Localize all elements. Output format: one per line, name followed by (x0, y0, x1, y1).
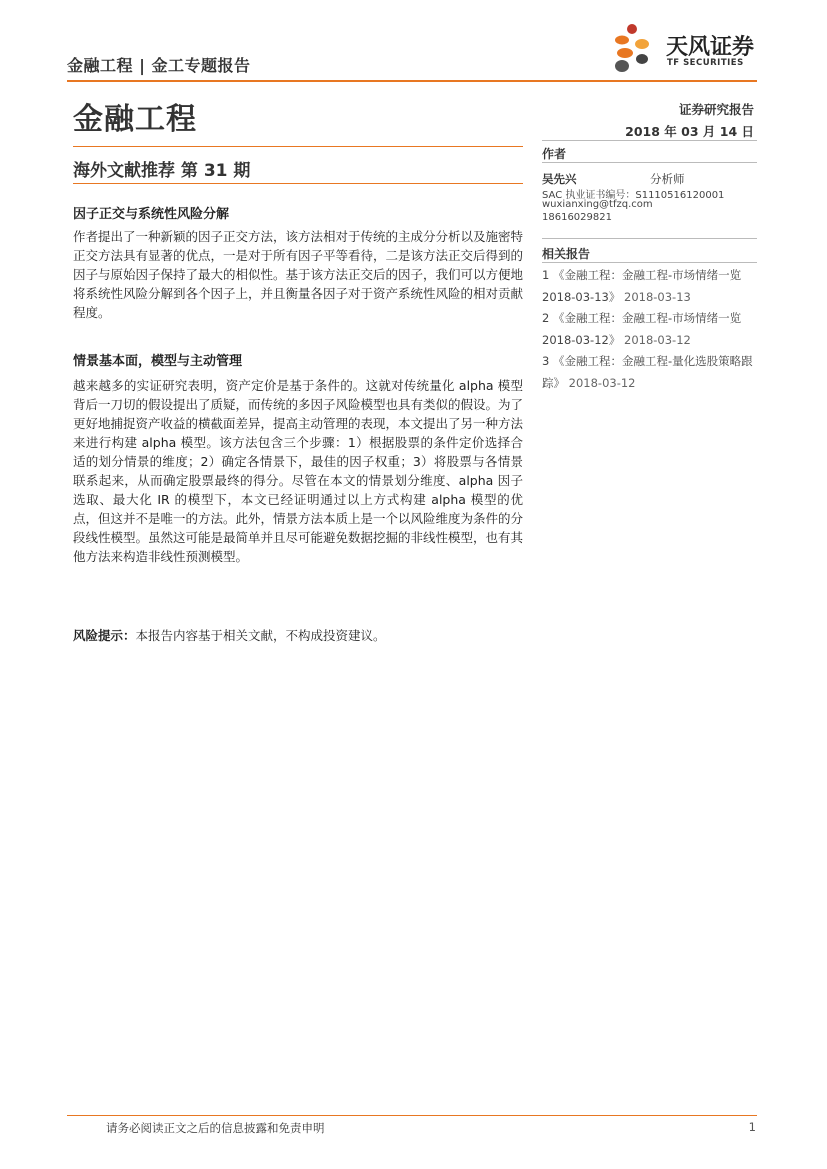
logo-petal-4 (617, 48, 633, 58)
header-breadcrumb: 金融工程 | 金工专题报告 (67, 56, 251, 75)
author-name: 吴先兴 (542, 172, 577, 186)
related-report-date: 2018-03-13 (624, 289, 691, 304)
header-divider (67, 80, 757, 82)
author-heading: 作者 (542, 147, 567, 161)
related-report-title: 2 《金融工程：金融工程-市场情绪一览 2018-03-12》 (542, 311, 742, 347)
section-heading-2: 情景基本面，模型与主动管理 (73, 354, 243, 369)
logo-dot-1 (627, 24, 637, 34)
section-body-1: 作者提出了一种新颖的因子正交方法，该方法相对于传统的主成分分析以及施密特正交方法具有显著的优点，一是对于所有因子平等看待，二是该方法正交后得到的因子与原始因子保持了最大的相似性。基于该方法正交后的因子，我们可以方便地将系统性风险分解到各个因子上，并且衡量各因子对于资产系统性风险的相对贡献程度。 (73, 229, 524, 320)
footer-disclaimer: 请务必阅读正文之后的信息披露和免责申明 (106, 1121, 325, 1135)
related-report-2[interactable] (542, 308, 758, 351)
author-email[interactable]: wuxianxing@tfzq.com (542, 199, 653, 210)
logo-petal-3 (635, 39, 649, 49)
risk-notice (73, 626, 386, 644)
title-rule-top (73, 146, 523, 147)
sidebar-divider (542, 238, 757, 239)
report-date: 2018 年 03 月 14 日 (625, 124, 754, 139)
page-title: 金融工程 (73, 102, 197, 137)
logo-petal-5 (636, 54, 648, 64)
title-rule-bottom (73, 183, 523, 184)
author-role: 分析师 (650, 172, 685, 186)
related-heading: 相关报告 (542, 247, 591, 261)
logo-petal-6 (615, 60, 629, 72)
logo-petal-2 (615, 36, 629, 45)
brand-subtitle: TF SECURITIES (667, 58, 744, 68)
section-body-2: 越来越多的实证研究表明，资产定价是基于条件的。这就对传统量化 alpha 模型背后一刀切的假设提出了质疑，而传统的多因子风险模型也具有类似的假设。为了更好地捕捉资产收益的横截面差异，提高主动管理的表现，本文提出了另一种方法来进行构建 alpha 模型。该方法包含三个步骤：1）根据股票的条件定价选择合适的划分情景的维度；2）确定各情景下，最佳的因子权重；3）将股票与各情景联系起来，从而确定股票最终的得分。尽管在本文的情景划分维度、alpha 因子选取、最大化 IR 的模型下，本文已经证明通过以上方式构建 alpha 模型的优点，但这并不是唯一的方法。此外，情景方法本质上是一个以风险维度为条件的分段线性模型。虽然这可能是最简单并且尽可能避免数据挖掘的非线性模型，也有其他方法来构造非线性预测模型。 (73, 378, 524, 564)
risk-label: 风险提示： (73, 628, 136, 643)
section-heading-1: 因子正交与系统性风险分解 (73, 207, 230, 222)
sidebar-divider (542, 140, 757, 141)
report-type: 证券研究报告 (678, 102, 754, 117)
sidebar-divider (542, 262, 757, 263)
risk-text: 本报告内容基于相关文献，不构成投资建议。 (135, 628, 386, 643)
footer-divider (67, 1115, 757, 1116)
author-phone: 18616029821 (542, 212, 612, 223)
page-number: 1 (748, 1120, 756, 1134)
report-subtitle: 海外文献推荐 第 31 期 (73, 161, 251, 181)
related-report-title: 1 《金融工程：金融工程-市场情绪一览 2018-03-13》 (542, 268, 742, 304)
brand-name: 天风证券 (666, 35, 755, 60)
author-sac: SAC 执业证书编号：S1110516120001 (542, 190, 725, 201)
related-report-3[interactable] (542, 351, 758, 394)
related-report-date: 2018-03-12 (568, 375, 636, 390)
related-report-1[interactable] (542, 265, 758, 308)
related-report-date: 2018-03-12 (624, 332, 691, 347)
sidebar-divider (542, 162, 757, 163)
related-report-title: 3 《金融工程：金融工程-量化选股策略跟踪》 (542, 354, 753, 390)
